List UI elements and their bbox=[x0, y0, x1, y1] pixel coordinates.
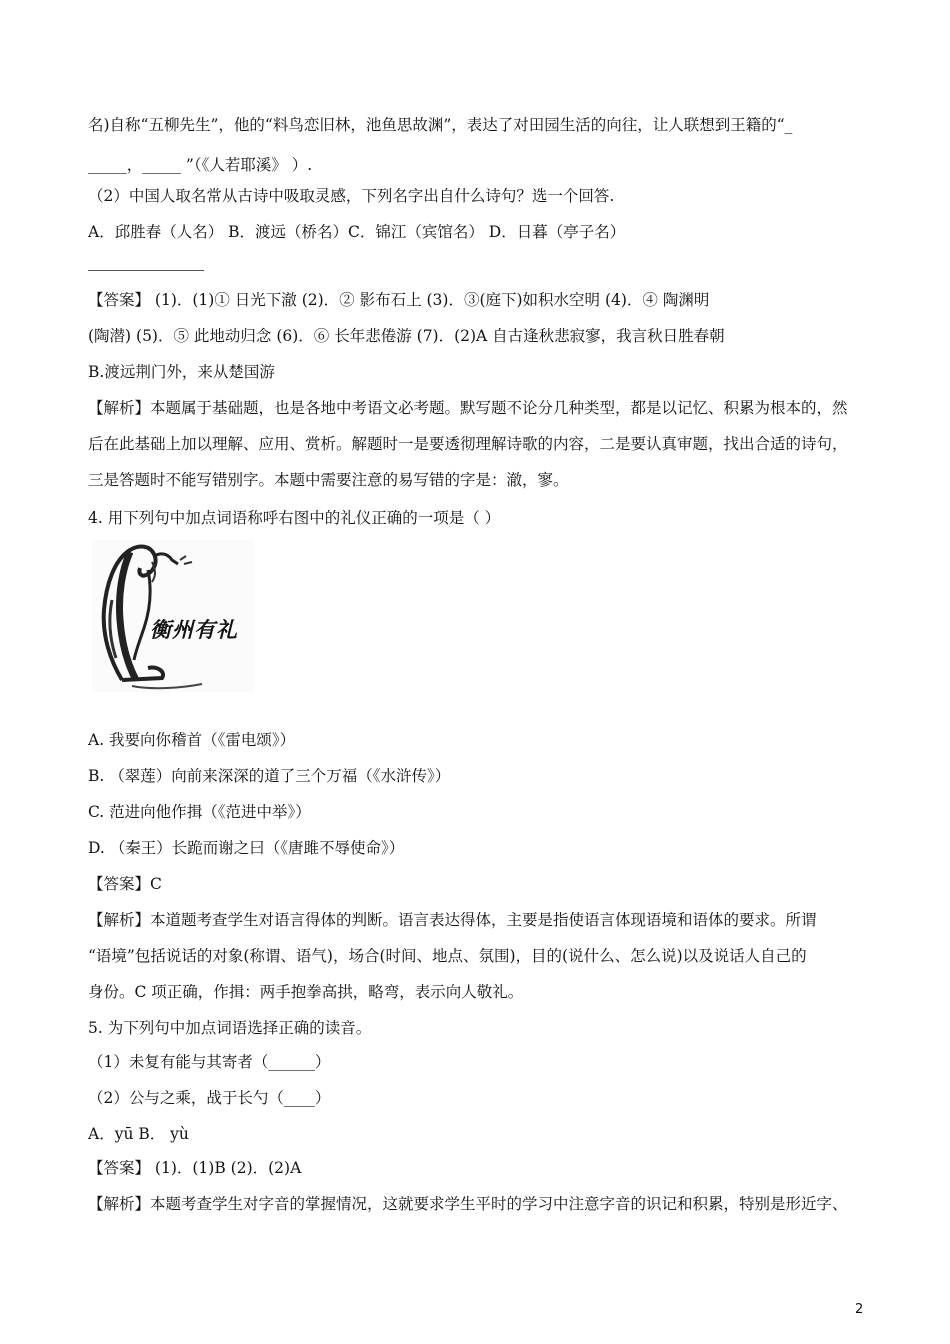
option-b bbox=[88, 765, 888, 787]
answer-line: (陶潜) (5)．⑤ 此地动归念 (6)．⑥ 长年悲倦游 (7)．(2)A 自古逢秋悲寂寥，我言秋日胜春朝 bbox=[88, 327, 725, 345]
option-text: A. 我要向你 bbox=[88, 731, 172, 749]
answer-line: 【答案】C bbox=[88, 875, 162, 893]
option-text: （《水浒传》） bbox=[357, 767, 451, 785]
text-line: （2）中国人取名常从古诗中吸取灵感，下列名字出自什么诗句？选一个回答. bbox=[88, 187, 615, 205]
analysis-line: 【解析】本题属于基础题，也是各地中考语文必考题。默写题不论分几种类型，都是以记忆、积累为根本的，然 bbox=[88, 399, 848, 417]
q5-sentence-1 bbox=[88, 1051, 888, 1073]
page-number: 2 bbox=[855, 1302, 864, 1317]
etiquette-figure bbox=[92, 540, 254, 692]
option-text: B. （翠莲）向前来深深的道了三个 bbox=[88, 767, 327, 785]
analysis-line: “语境”包括说话的对象(称谓、语气)，场合(时间、地点、氛围)，目的(说什么、怎么说)以及说话人自己的 bbox=[88, 947, 807, 965]
figure-caption: 衡州有礼 bbox=[150, 617, 238, 642]
option-text: （《范进中举》） bbox=[202, 803, 311, 821]
analysis-line: 身份。C 项正确，作揖：两手抱拳高拱，略弯，表示向人敬礼。 bbox=[88, 983, 524, 1001]
option-text: C. 范进向他 bbox=[88, 803, 172, 821]
sentence-text: 其寄者（______） bbox=[206, 1053, 331, 1071]
text-line: 名)自称“五柳先生”，他的“料鸟恋旧林，池鱼思故渊”，表达了对田园生活的向往，让人联想到王籍的“_ bbox=[88, 116, 793, 134]
sentence-text: 之乘，战于长勺（____） bbox=[159, 1089, 331, 1107]
answer-line: 【答案】 (1)．(1)B (2)．(2)A bbox=[88, 1159, 302, 1177]
dotted-char: 长 bbox=[171, 839, 188, 857]
option-c bbox=[88, 801, 888, 823]
dotted-char: 揖 bbox=[186, 803, 203, 821]
analysis-line: 后在此基础上加以理解、应用、赏析。解题时一是要透彻理解诗歌的内容，二是要认真审题，找出合适的诗句， bbox=[88, 435, 848, 453]
text-line: _____，_____ ”（《人若耶溪》 ）. bbox=[88, 156, 313, 174]
sentence-text: （1）未复有能 bbox=[88, 1053, 191, 1071]
dotted-char: 福 bbox=[341, 767, 358, 785]
dotted-char: 与 bbox=[190, 1053, 207, 1071]
analysis-line: 【解析】本道题考查学生对语言得体的判断。语言表达得体，主要是指使语言体现语境和语体的要求。所谓 bbox=[88, 911, 817, 929]
q5-options: A．yū B． yù bbox=[88, 1125, 189, 1143]
text-line: A．邱胜春（人名） B．渡远（桥名）C．锦江（宾馆名） D．日暮（亭子名） bbox=[88, 223, 626, 241]
question-5-title: 5. 为下列句中加点词语选择正确的读音。 bbox=[88, 1019, 372, 1037]
option-d bbox=[88, 837, 888, 859]
dotted-char: 万 bbox=[326, 767, 342, 785]
option-text: 而谢之曰（《唐雎不辱使命》） bbox=[202, 839, 405, 857]
option-text: D. （秦王） bbox=[88, 839, 172, 857]
dotted-char: 首 bbox=[186, 731, 203, 749]
question-4-title: 4. 用下列句中加点词语称呼右图中的礼仪正确的一项是（ ） bbox=[88, 509, 501, 527]
dotted-char: 作 bbox=[171, 803, 187, 821]
q5-sentence-2 bbox=[88, 1087, 888, 1109]
answer-line: 【答案】 (1)．(1)① 日光下澈 (2)．② 影布石上 (3)．③(庭下)如积水空明 (4)．④ 陶渊明 bbox=[88, 291, 710, 309]
sentence-text: （2）公 bbox=[88, 1089, 145, 1107]
dotted-char: 稽 bbox=[171, 731, 187, 749]
dotted-char: 与 bbox=[144, 1089, 160, 1107]
analysis-line: 三是答题时不能写错别字。本题中需要注意的易写错的字是：澈，寥。 bbox=[88, 471, 569, 489]
answer-line: B.渡远荆门外，来从楚国游 bbox=[88, 363, 275, 381]
dotted-char: 跪 bbox=[187, 839, 203, 857]
option-a bbox=[88, 729, 888, 751]
option-text: （《雷电颂》） bbox=[202, 731, 296, 749]
analysis-line: 【解析】本题考查学生对字音的掌握情况，这就要求学生平时的学习中注意字音的识记和积累，特别是形近字、 bbox=[88, 1195, 848, 1213]
answer-separator bbox=[88, 270, 204, 271]
